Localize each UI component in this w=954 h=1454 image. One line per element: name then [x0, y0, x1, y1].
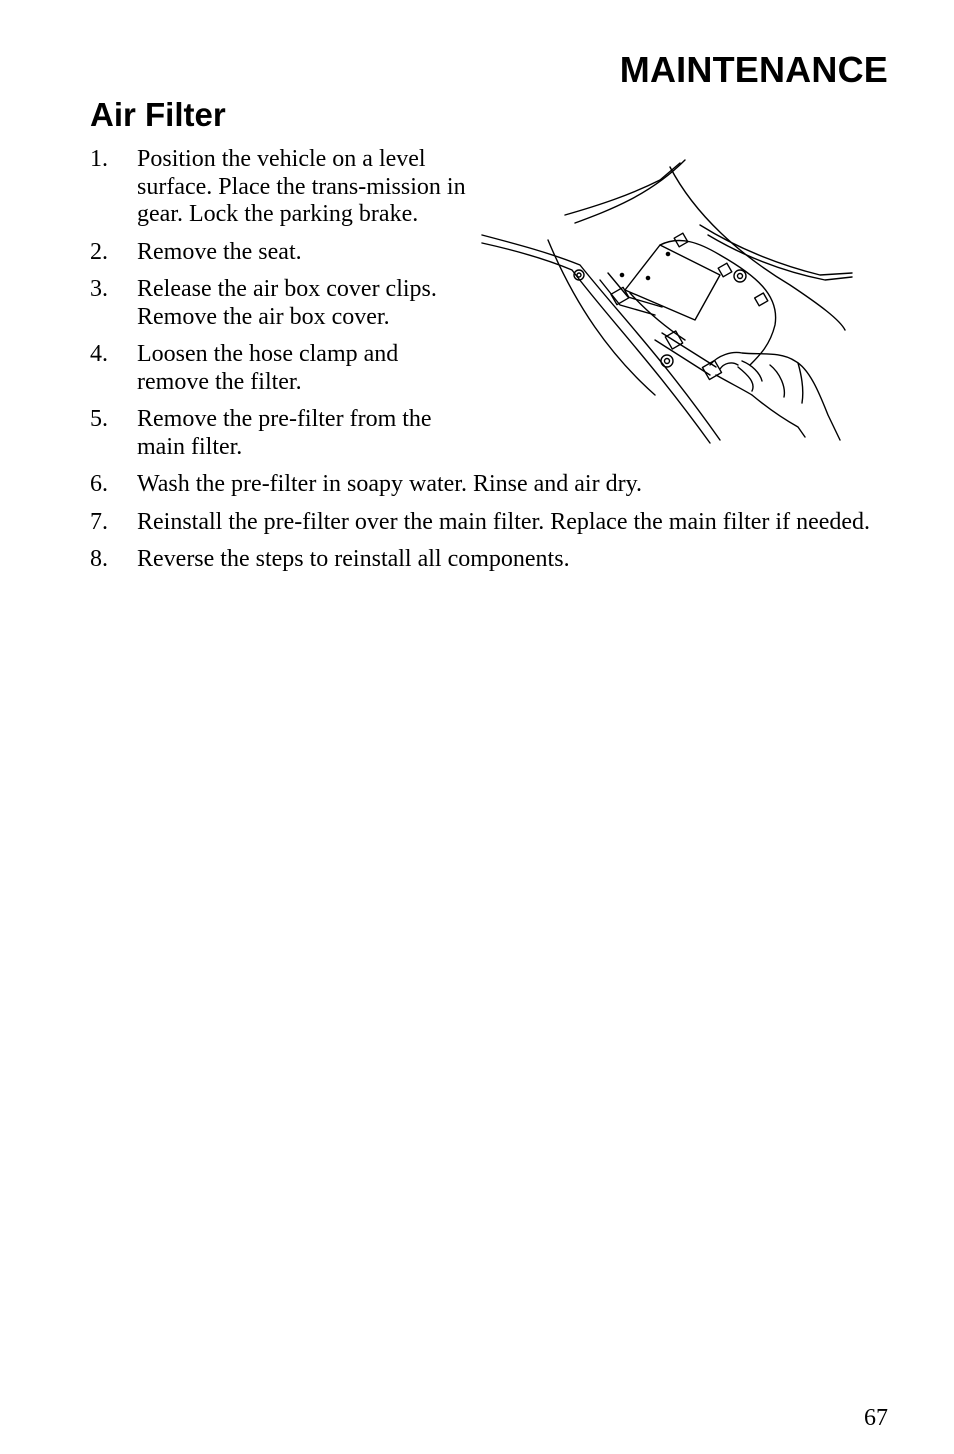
- page-number: 67: [864, 1405, 888, 1431]
- step-number: 4.: [90, 341, 108, 367]
- list-item: [90, 546, 890, 574]
- step-text: Position the vehicle on a level surface. Place the trans-mission in gear. Lock the parking brake.: [137, 146, 466, 227]
- section-title: MAINTENANCE: [619, 49, 888, 90]
- step-number: 1.: [90, 146, 108, 172]
- list-item: [90, 509, 890, 537]
- list-item: [90, 341, 467, 396]
- page-heading: Air Filter: [90, 96, 226, 133]
- step-text: Reinstall the pre-filter over the main filter. Replace the main filter if needed.: [137, 508, 871, 535]
- list-item: [90, 239, 467, 267]
- step-number: 7.: [90, 508, 108, 535]
- step-number: 5.: [90, 406, 108, 432]
- step-text: Remove the pre-filter from the main filter.: [137, 406, 432, 460]
- list-item: [90, 406, 467, 461]
- step-number: 2.: [90, 238, 108, 265]
- step-text: Remove the seat.: [137, 238, 302, 265]
- list-item: [90, 471, 890, 499]
- step-text: Wash the pre-filter in soapy water. Rinse and air dry.: [137, 471, 643, 497]
- step-text: Release the air box cover clips. Remove the air box cover.: [137, 276, 437, 330]
- step-number: 8.: [90, 546, 108, 572]
- step-text: Loosen the hose clamp and remove the filter.: [137, 341, 399, 395]
- air-box-illustration: [480, 155, 855, 445]
- step-text: Reverse the steps to reinstall all components.: [137, 546, 570, 572]
- step-number: 3.: [90, 276, 108, 302]
- list-item: [90, 276, 467, 331]
- step-number: 6.: [90, 471, 108, 497]
- list-item: [90, 146, 467, 229]
